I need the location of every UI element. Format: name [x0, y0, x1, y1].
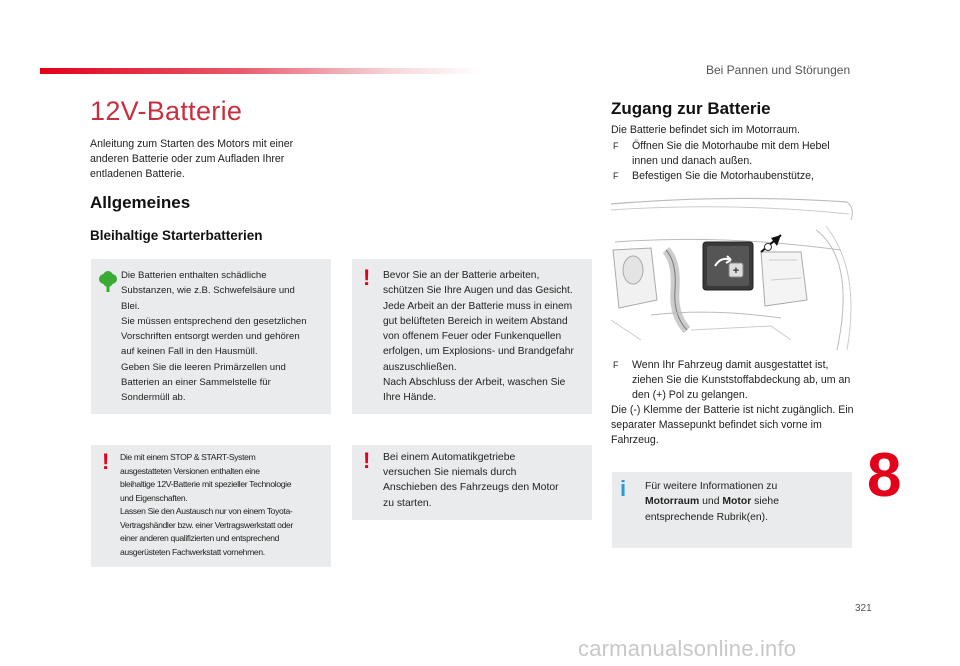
environment-note-box — [91, 259, 331, 414]
info-box — [612, 472, 852, 548]
exclamation-icon: ! — [102, 449, 110, 474]
page-number: 321 — [855, 603, 872, 614]
zugang-note: Die (-) Klemme der Batterie ist nicht zugänglich. Ein separater Massepunkt befindet sich vorne im Fahrzeug. — [611, 404, 854, 446]
header-color-bar — [40, 68, 480, 74]
warning-automatic-box — [352, 445, 592, 520]
exclamation-icon: ! — [363, 448, 371, 473]
list-item: F Befestigen Sie die Motorhaubenstütze, — [613, 170, 814, 182]
plus-pole-label: + — [732, 265, 740, 277]
list-item: F Wenn Ihr Fahrzeug damit ausgestattet ist, ziehen Sie die Kunststoffabdeckung ab, um an den (+) Pol zu gelangen. — [613, 359, 851, 401]
warning-work-text: Bevor Sie an der Batterie arbeiten, schützen Sie Ihre Augen und das Gesicht. Jede Arbeit an der Batterie muss in einem gut belüfteten Bereich in weitem Abstand von offenem Feuer oder Funkenquellen erfolgen, um Explosions- und Brandgefahr auszuschließen. Nach Abschluss der Arbeit, waschen Sie Ihre Hände. — [383, 270, 574, 404]
heading-zugang: Zugang zur Batterie — [611, 99, 771, 118]
info-text: Für weitere Informationen zu Motorraum und Motor siehe entsprechende Rubrik(en). — [645, 481, 779, 523]
intro-text: Anleitung zum Starten des Motors mit einer anderen Batterie oder zum Aufladen Ihrer entladenen Batterie. — [90, 138, 294, 180]
chapter-number: 8 — [867, 441, 902, 510]
zugang-steps-top — [611, 139, 856, 184]
info-icon: i — [620, 476, 627, 501]
recycle-tree-icon — [97, 271, 119, 293]
heading-allgemeines: Allgemeines — [90, 193, 191, 212]
warning-stop-start-text: Die mit einem STOP & START-System ausgestatteten Versionen enthalten eine bleihaltige 12V-Batterie mit spezieller Technologie und Eigenschaften. Lassen Sie den Austausch nur von einem Toyota- Vertragshändler bzw. einer Vertragswerkstatt oder einer anderen qualifizierten und entsprechend ausgerüsteten Fachwerkstatt vornehmen. — [120, 452, 293, 557]
watermark: carmanualsonline.info — [578, 636, 797, 661]
environment-note-text: Die Batterien enthalten schädliche Substanzen, wie z.B. Schwefelsäure und Blei. Sie müssen entsprechend den gesetzlichen Vorschriften entsorgt werden und gehören auf keinen Fall in den Hausmüll. Geben Sie die leeren Primärzellen und Batterien an einer Sammelstelle für Sondermüll ab. — [121, 270, 307, 404]
section-title: Bei Pannen und Störungen — [706, 63, 851, 77]
engine-bay-illustration — [611, 190, 856, 355]
zugang-steps-bottom — [611, 358, 856, 403]
zugang-intro: Die Batterie befindet sich im Motorraum. — [611, 124, 800, 136]
warning-automatic-text: Bei einem Automatikgetriebe versuchen Sie niemals durch Anschieben des Fahrzeugs den Motor zu starten. — [383, 452, 559, 509]
heading-bleihaltige: Bleihaltige Starterbatterien — [90, 228, 263, 243]
list-item: F Öffnen Sie die Motorhaube mit dem Hebel innen und danach außen. — [613, 140, 830, 167]
warning-stop-start-box — [91, 445, 331, 567]
warning-work-box — [352, 259, 592, 414]
exclamation-icon: ! — [363, 265, 371, 290]
page-title: 12V-Batterie — [90, 96, 243, 126]
